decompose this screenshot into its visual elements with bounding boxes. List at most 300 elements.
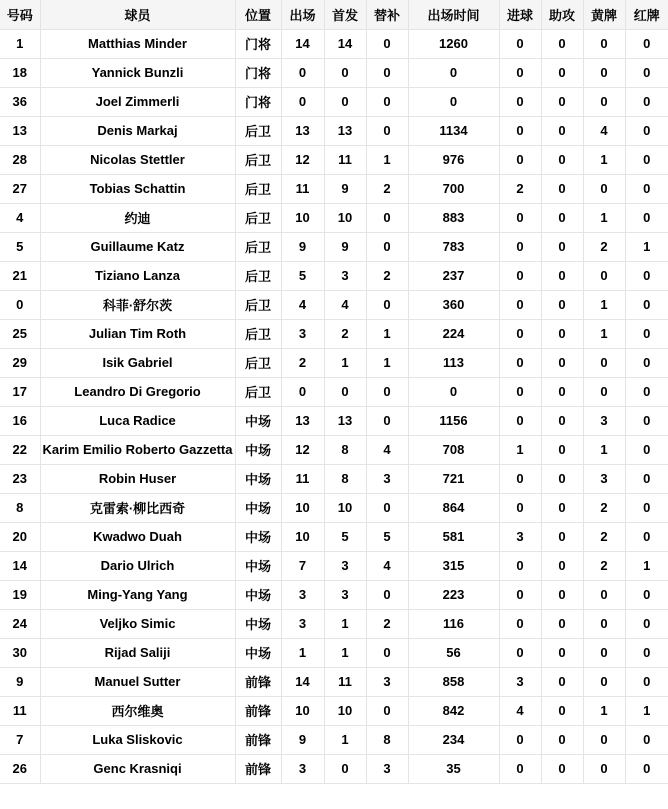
cell-assists: 0 (541, 145, 583, 174)
player-row[interactable] (0, 116, 668, 145)
cell-sub_apps: 0 (366, 29, 408, 58)
player-row[interactable] (0, 203, 668, 232)
cell-minutes: 113 (408, 348, 499, 377)
cell-minutes: 700 (408, 174, 499, 203)
cell-position: 后卫 (235, 116, 281, 145)
cell-player: Luka Sliskovic (40, 725, 235, 754)
cell-assists: 0 (541, 232, 583, 261)
cell-starts: 11 (324, 667, 366, 696)
cell-appearances: 11 (281, 464, 324, 493)
cell-red_cards: 0 (625, 609, 668, 638)
cell-number: 5 (0, 232, 40, 261)
cell-player: 克雷索·柳比西奇 (40, 493, 235, 522)
cell-red_cards: 0 (625, 87, 668, 116)
cell-player: Luca Radice (40, 406, 235, 435)
cell-goals: 0 (499, 319, 541, 348)
cell-appearances: 1 (281, 638, 324, 667)
cell-minutes: 360 (408, 290, 499, 319)
cell-player: 科菲·舒尔茨 (40, 290, 235, 319)
player-row[interactable] (0, 696, 668, 725)
cell-red_cards: 0 (625, 493, 668, 522)
cell-appearances: 11 (281, 174, 324, 203)
cell-goals: 2 (499, 174, 541, 203)
player-row[interactable] (0, 754, 668, 783)
cell-sub_apps: 0 (366, 290, 408, 319)
cell-red_cards: 0 (625, 348, 668, 377)
player-row[interactable] (0, 319, 668, 348)
cell-appearances: 0 (281, 377, 324, 406)
cell-player: Dario Ulrich (40, 551, 235, 580)
cell-red_cards: 0 (625, 145, 668, 174)
cell-appearances: 13 (281, 406, 324, 435)
cell-goals: 0 (499, 754, 541, 783)
cell-number: 4 (0, 203, 40, 232)
cell-goals: 0 (499, 58, 541, 87)
player-row[interactable] (0, 174, 668, 203)
cell-number: 20 (0, 522, 40, 551)
cell-starts: 8 (324, 464, 366, 493)
cell-number: 36 (0, 87, 40, 116)
player-row[interactable] (0, 435, 668, 464)
cell-player: Rijad Saliji (40, 638, 235, 667)
cell-red_cards: 0 (625, 522, 668, 551)
player-row[interactable] (0, 29, 668, 58)
cell-red_cards: 0 (625, 174, 668, 203)
cell-assists: 0 (541, 435, 583, 464)
cell-goals: 0 (499, 261, 541, 290)
cell-starts: 3 (324, 580, 366, 609)
table-header (0, 0, 668, 29)
cell-goals: 1 (499, 435, 541, 464)
player-row[interactable] (0, 522, 668, 551)
cell-assists: 0 (541, 696, 583, 725)
cell-starts: 3 (324, 261, 366, 290)
cell-player: Leandro Di Gregorio (40, 377, 235, 406)
player-row[interactable] (0, 232, 668, 261)
cell-appearances: 14 (281, 29, 324, 58)
cell-minutes: 315 (408, 551, 499, 580)
cell-appearances: 3 (281, 609, 324, 638)
cell-yellow_cards: 0 (583, 609, 625, 638)
cell-assists: 0 (541, 638, 583, 667)
cell-position: 后卫 (235, 290, 281, 319)
cell-starts: 0 (324, 377, 366, 406)
cell-yellow_cards: 1 (583, 203, 625, 232)
player-row[interactable] (0, 261, 668, 290)
cell-starts: 13 (324, 116, 366, 145)
cell-assists: 0 (541, 522, 583, 551)
cell-yellow_cards: 4 (583, 116, 625, 145)
cell-appearances: 0 (281, 58, 324, 87)
cell-appearances: 9 (281, 725, 324, 754)
cell-position: 后卫 (235, 348, 281, 377)
player-row[interactable] (0, 87, 668, 116)
cell-goals: 0 (499, 87, 541, 116)
player-row[interactable] (0, 348, 668, 377)
cell-assists: 0 (541, 493, 583, 522)
cell-player: Ming-Yang Yang (40, 580, 235, 609)
cell-position: 前锋 (235, 696, 281, 725)
cell-assists: 0 (541, 377, 583, 406)
cell-player: Genc Krasniqi (40, 754, 235, 783)
cell-assists: 0 (541, 580, 583, 609)
cell-position: 后卫 (235, 377, 281, 406)
cell-starts: 5 (324, 522, 366, 551)
cell-position: 中场 (235, 406, 281, 435)
cell-player: Karim Emilio Roberto Gazzetta (40, 435, 235, 464)
cell-sub_apps: 0 (366, 87, 408, 116)
cell-position: 后卫 (235, 174, 281, 203)
cell-sub_apps: 2 (366, 609, 408, 638)
cell-position: 前锋 (235, 667, 281, 696)
cell-yellow_cards: 2 (583, 232, 625, 261)
cell-number: 29 (0, 348, 40, 377)
cell-position: 前锋 (235, 725, 281, 754)
player-row[interactable] (0, 464, 668, 493)
column-header-position: 位置 (235, 0, 281, 29)
cell-yellow_cards: 0 (583, 638, 625, 667)
cell-player: Manuel Sutter (40, 667, 235, 696)
cell-sub_apps: 1 (366, 319, 408, 348)
cell-red_cards: 0 (625, 377, 668, 406)
cell-yellow_cards: 1 (583, 290, 625, 319)
cell-goals: 0 (499, 638, 541, 667)
cell-yellow_cards: 3 (583, 464, 625, 493)
player-row[interactable] (0, 725, 668, 754)
cell-position: 门将 (235, 29, 281, 58)
cell-position: 中场 (235, 493, 281, 522)
cell-goals: 0 (499, 116, 541, 145)
cell-number: 24 (0, 609, 40, 638)
cell-minutes: 0 (408, 377, 499, 406)
cell-appearances: 13 (281, 116, 324, 145)
cell-number: 13 (0, 116, 40, 145)
cell-yellow_cards: 0 (583, 87, 625, 116)
cell-number: 0 (0, 290, 40, 319)
cell-assists: 0 (541, 58, 583, 87)
cell-goals: 0 (499, 348, 541, 377)
cell-appearances: 10 (281, 203, 324, 232)
cell-minutes: 234 (408, 725, 499, 754)
column-header-minutes: 出场时间 (408, 0, 499, 29)
cell-minutes: 883 (408, 203, 499, 232)
cell-number: 18 (0, 58, 40, 87)
cell-position: 后卫 (235, 261, 281, 290)
cell-starts: 1 (324, 348, 366, 377)
cell-yellow_cards: 2 (583, 551, 625, 580)
cell-minutes: 56 (408, 638, 499, 667)
cell-sub_apps: 1 (366, 145, 408, 174)
cell-yellow_cards: 0 (583, 29, 625, 58)
cell-sub_apps: 3 (366, 667, 408, 696)
column-header-starts: 首发 (324, 0, 366, 29)
cell-appearances: 12 (281, 145, 324, 174)
cell-yellow_cards: 0 (583, 725, 625, 754)
cell-minutes: 223 (408, 580, 499, 609)
cell-sub_apps: 0 (366, 58, 408, 87)
cell-sub_apps: 4 (366, 435, 408, 464)
cell-appearances: 12 (281, 435, 324, 464)
cell-player: Matthias Minder (40, 29, 235, 58)
column-header-appearances: 出场 (281, 0, 324, 29)
header-row (0, 0, 668, 29)
cell-number: 17 (0, 377, 40, 406)
cell-sub_apps: 4 (366, 551, 408, 580)
cell-minutes: 237 (408, 261, 499, 290)
cell-yellow_cards: 1 (583, 435, 625, 464)
cell-number: 25 (0, 319, 40, 348)
cell-minutes: 35 (408, 754, 499, 783)
cell-red_cards: 0 (625, 319, 668, 348)
cell-yellow_cards: 0 (583, 348, 625, 377)
cell-player: Denis Markaj (40, 116, 235, 145)
cell-starts: 10 (324, 493, 366, 522)
cell-position: 中场 (235, 638, 281, 667)
cell-assists: 0 (541, 725, 583, 754)
cell-red_cards: 1 (625, 696, 668, 725)
cell-yellow_cards: 0 (583, 377, 625, 406)
cell-assists: 0 (541, 87, 583, 116)
cell-appearances: 0 (281, 87, 324, 116)
cell-player: Tobias Schattin (40, 174, 235, 203)
cell-goals: 3 (499, 667, 541, 696)
cell-player: Joel Zimmerli (40, 87, 235, 116)
column-header-player: 球员 (40, 0, 235, 29)
cell-position: 门将 (235, 58, 281, 87)
cell-sub_apps: 0 (366, 696, 408, 725)
cell-sub_apps: 0 (366, 116, 408, 145)
cell-yellow_cards: 2 (583, 522, 625, 551)
player-row[interactable] (0, 667, 668, 696)
player-row[interactable] (0, 406, 668, 435)
cell-goals: 0 (499, 580, 541, 609)
cell-assists: 0 (541, 261, 583, 290)
cell-number: 16 (0, 406, 40, 435)
cell-red_cards: 0 (625, 754, 668, 783)
cell-player: Nicolas Stettler (40, 145, 235, 174)
cell-number: 22 (0, 435, 40, 464)
cell-sub_apps: 3 (366, 754, 408, 783)
cell-position: 后卫 (235, 145, 281, 174)
cell-player: Isik Gabriel (40, 348, 235, 377)
cell-starts: 0 (324, 87, 366, 116)
cell-sub_apps: 0 (366, 406, 408, 435)
cell-number: 9 (0, 667, 40, 696)
column-header-yellow_cards: 黄牌 (583, 0, 625, 29)
cell-number: 1 (0, 29, 40, 58)
cell-starts: 1 (324, 609, 366, 638)
cell-position: 后卫 (235, 203, 281, 232)
cell-red_cards: 0 (625, 290, 668, 319)
cell-number: 7 (0, 725, 40, 754)
cell-position: 中场 (235, 464, 281, 493)
player-row[interactable] (0, 551, 668, 580)
column-header-red_cards: 红牌 (625, 0, 668, 29)
cell-yellow_cards: 2 (583, 493, 625, 522)
cell-appearances: 14 (281, 667, 324, 696)
cell-goals: 0 (499, 609, 541, 638)
player-row[interactable] (0, 638, 668, 667)
cell-number: 30 (0, 638, 40, 667)
cell-sub_apps: 0 (366, 580, 408, 609)
cell-assists: 0 (541, 116, 583, 145)
cell-minutes: 0 (408, 87, 499, 116)
cell-appearances: 4 (281, 290, 324, 319)
cell-yellow_cards: 0 (583, 58, 625, 87)
cell-sub_apps: 1 (366, 348, 408, 377)
cell-starts: 9 (324, 174, 366, 203)
cell-player: Julian Tim Roth (40, 319, 235, 348)
cell-position: 中场 (235, 609, 281, 638)
cell-yellow_cards: 0 (583, 580, 625, 609)
cell-sub_apps: 3 (366, 464, 408, 493)
cell-yellow_cards: 1 (583, 696, 625, 725)
player-row[interactable] (0, 377, 668, 406)
cell-position: 前锋 (235, 754, 281, 783)
cell-appearances: 3 (281, 580, 324, 609)
cell-starts: 10 (324, 203, 366, 232)
cell-minutes: 976 (408, 145, 499, 174)
cell-sub_apps: 2 (366, 174, 408, 203)
cell-starts: 8 (324, 435, 366, 464)
column-header-sub_apps: 替补 (366, 0, 408, 29)
cell-assists: 0 (541, 406, 583, 435)
player-row[interactable] (0, 145, 668, 174)
cell-number: 27 (0, 174, 40, 203)
cell-starts: 3 (324, 551, 366, 580)
cell-starts: 2 (324, 319, 366, 348)
cell-assists: 0 (541, 551, 583, 580)
cell-assists: 0 (541, 754, 583, 783)
cell-starts: 0 (324, 754, 366, 783)
cell-position: 中场 (235, 522, 281, 551)
cell-yellow_cards: 1 (583, 319, 625, 348)
cell-goals: 0 (499, 725, 541, 754)
cell-goals: 0 (499, 493, 541, 522)
column-header-goals: 进球 (499, 0, 541, 29)
cell-player: Robin Huser (40, 464, 235, 493)
cell-assists: 0 (541, 667, 583, 696)
cell-yellow_cards: 0 (583, 261, 625, 290)
cell-sub_apps: 5 (366, 522, 408, 551)
cell-appearances: 10 (281, 522, 324, 551)
cell-assists: 0 (541, 348, 583, 377)
cell-number: 26 (0, 754, 40, 783)
cell-minutes: 1134 (408, 116, 499, 145)
cell-minutes: 864 (408, 493, 499, 522)
cell-sub_apps: 0 (366, 203, 408, 232)
cell-goals: 0 (499, 406, 541, 435)
cell-goals: 0 (499, 377, 541, 406)
cell-appearances: 5 (281, 261, 324, 290)
cell-starts: 4 (324, 290, 366, 319)
cell-number: 19 (0, 580, 40, 609)
cell-starts: 9 (324, 232, 366, 261)
cell-sub_apps: 0 (366, 377, 408, 406)
cell-yellow_cards: 1 (583, 145, 625, 174)
cell-minutes: 0 (408, 58, 499, 87)
cell-starts: 14 (324, 29, 366, 58)
cell-minutes: 116 (408, 609, 499, 638)
cell-sub_apps: 8 (366, 725, 408, 754)
cell-yellow_cards: 3 (583, 406, 625, 435)
cell-minutes: 842 (408, 696, 499, 725)
cell-starts: 1 (324, 638, 366, 667)
cell-starts: 13 (324, 406, 366, 435)
cell-red_cards: 0 (625, 261, 668, 290)
cell-sub_apps: 0 (366, 232, 408, 261)
cell-red_cards: 0 (625, 667, 668, 696)
cell-minutes: 858 (408, 667, 499, 696)
column-header-assists: 助攻 (541, 0, 583, 29)
cell-assists: 0 (541, 609, 583, 638)
cell-red_cards: 0 (625, 58, 668, 87)
cell-sub_apps: 0 (366, 638, 408, 667)
player-row[interactable] (0, 580, 668, 609)
cell-assists: 0 (541, 464, 583, 493)
player-row[interactable] (0, 609, 668, 638)
cell-assists: 0 (541, 29, 583, 58)
cell-red_cards: 0 (625, 29, 668, 58)
cell-number: 21 (0, 261, 40, 290)
cell-minutes: 224 (408, 319, 499, 348)
cell-minutes: 708 (408, 435, 499, 464)
cell-red_cards: 0 (625, 116, 668, 145)
cell-number: 11 (0, 696, 40, 725)
cell-starts: 11 (324, 145, 366, 174)
cell-starts: 0 (324, 58, 366, 87)
cell-number: 23 (0, 464, 40, 493)
cell-position: 中场 (235, 435, 281, 464)
cell-player: Kwadwo Duah (40, 522, 235, 551)
cell-position: 后卫 (235, 232, 281, 261)
table-body (0, 29, 668, 783)
cell-goals: 0 (499, 464, 541, 493)
cell-goals: 0 (499, 203, 541, 232)
cell-red_cards: 0 (625, 406, 668, 435)
cell-minutes: 1260 (408, 29, 499, 58)
cell-goals: 0 (499, 232, 541, 261)
cell-red_cards: 1 (625, 232, 668, 261)
player-row[interactable] (0, 290, 668, 319)
cell-player: Yannick Bunzli (40, 58, 235, 87)
cell-number: 28 (0, 145, 40, 174)
cell-player: Veljko Simic (40, 609, 235, 638)
cell-red_cards: 0 (625, 580, 668, 609)
cell-number: 14 (0, 551, 40, 580)
cell-red_cards: 0 (625, 464, 668, 493)
column-header-number: 号码 (0, 0, 40, 29)
cell-position: 中场 (235, 551, 281, 580)
cell-assists: 0 (541, 319, 583, 348)
cell-red_cards: 0 (625, 203, 668, 232)
cell-number: 8 (0, 493, 40, 522)
cell-goals: 3 (499, 522, 541, 551)
cell-red_cards: 1 (625, 551, 668, 580)
player-row[interactable] (0, 493, 668, 522)
cell-appearances: 9 (281, 232, 324, 261)
cell-player: Guillaume Katz (40, 232, 235, 261)
player-row[interactable] (0, 58, 668, 87)
cell-position: 门将 (235, 87, 281, 116)
cell-minutes: 1156 (408, 406, 499, 435)
cell-starts: 10 (324, 696, 366, 725)
cell-appearances: 7 (281, 551, 324, 580)
cell-red_cards: 0 (625, 725, 668, 754)
cell-player: 约迪 (40, 203, 235, 232)
cell-yellow_cards: 0 (583, 174, 625, 203)
cell-sub_apps: 0 (366, 493, 408, 522)
